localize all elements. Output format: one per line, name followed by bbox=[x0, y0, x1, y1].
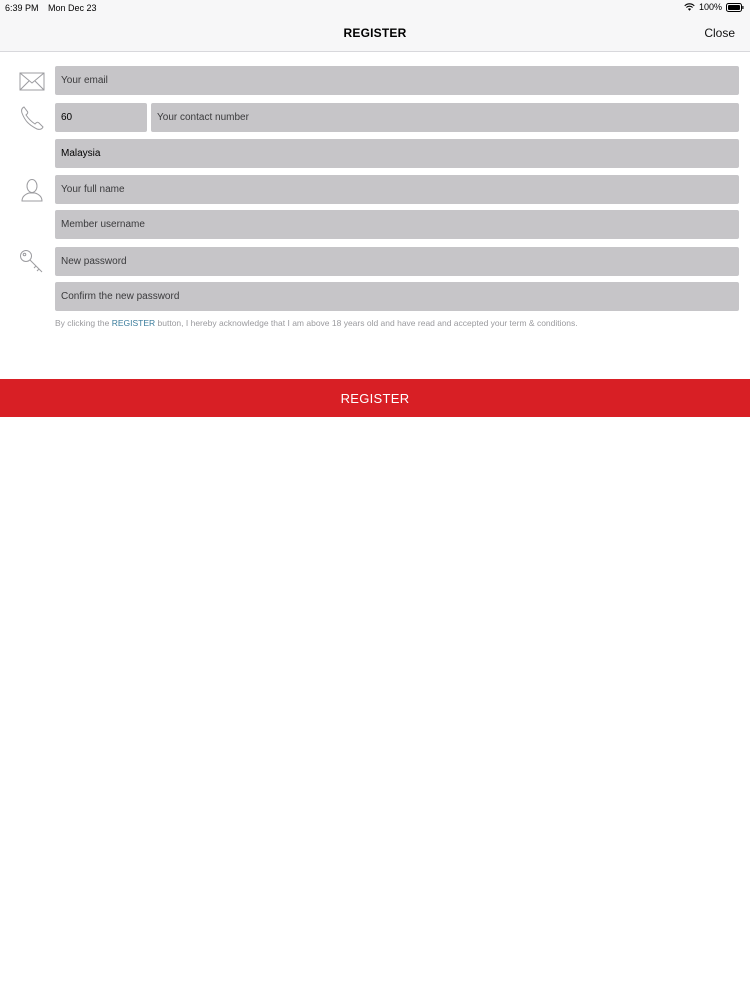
wifi-icon bbox=[684, 3, 695, 12]
terms-suffix: button, I hereby acknowledge that I am above 18 years old and have read and accepted your term & conditions. bbox=[155, 318, 578, 328]
battery-percent: 100% bbox=[698, 2, 722, 12]
page-title: REGISTER bbox=[343, 26, 407, 40]
contact-number-field[interactable] bbox=[151, 103, 739, 132]
terms-register-link: REGISTER bbox=[111, 318, 156, 328]
battery-icon bbox=[726, 3, 744, 12]
envelope-icon bbox=[18, 68, 46, 96]
phone-icon bbox=[18, 104, 46, 132]
full-name-field[interactable] bbox=[55, 175, 739, 204]
terms-text bbox=[55, 318, 578, 328]
username-field[interactable] bbox=[55, 210, 739, 239]
status-right bbox=[684, 2, 744, 12]
username-input[interactable] bbox=[61, 219, 739, 230]
terms-prefix: By clicking the bbox=[55, 318, 112, 328]
password-input[interactable] bbox=[61, 256, 739, 267]
country-field[interactable] bbox=[55, 139, 739, 168]
status-bar bbox=[0, 0, 750, 16]
nav-bar bbox=[0, 16, 750, 52]
status-date: Mon Dec 23 bbox=[48, 3, 97, 13]
full-name-input[interactable] bbox=[61, 184, 739, 195]
confirm-password-field[interactable] bbox=[55, 282, 739, 311]
close-button[interactable]: Close bbox=[704, 26, 735, 40]
user-icon bbox=[18, 176, 46, 204]
register-button[interactable]: REGISTER bbox=[0, 379, 750, 417]
password-field[interactable] bbox=[55, 247, 739, 276]
country-code-field[interactable] bbox=[55, 103, 147, 132]
status-time: 6:39 PM bbox=[5, 3, 39, 13]
country-code-value: 60 bbox=[61, 112, 73, 123]
email-input[interactable] bbox=[61, 75, 739, 86]
contact-number-input[interactable] bbox=[157, 112, 739, 123]
confirm-password-input[interactable] bbox=[61, 291, 739, 302]
key-icon bbox=[18, 248, 46, 276]
country-value: Malaysia bbox=[61, 148, 101, 159]
email-field[interactable] bbox=[55, 66, 739, 95]
